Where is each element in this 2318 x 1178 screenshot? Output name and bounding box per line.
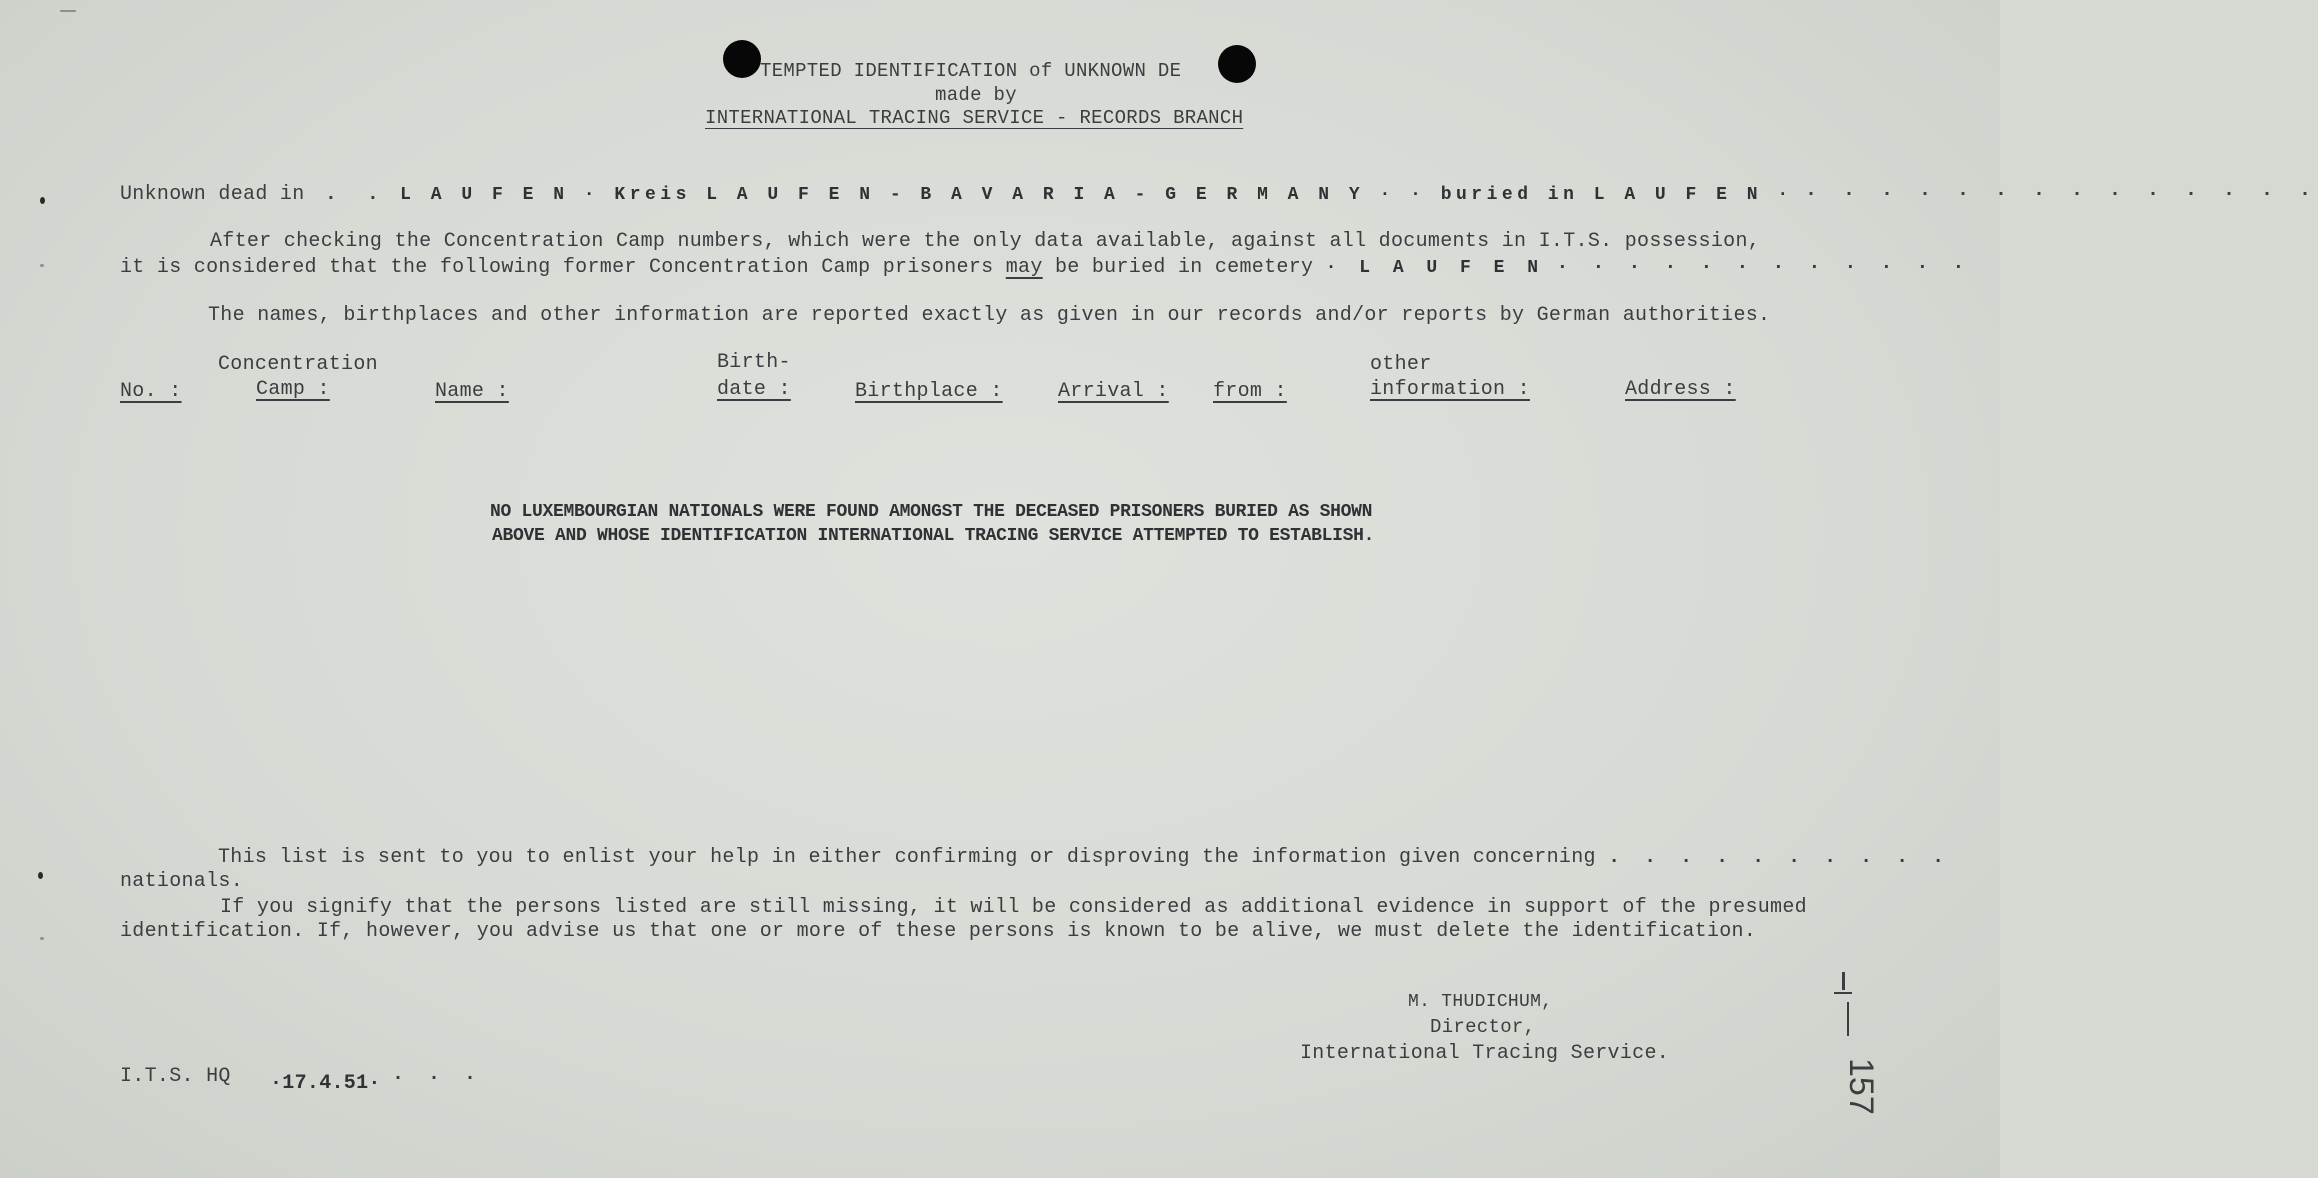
margin-tick	[1834, 992, 1852, 994]
paragraph-checking-line2	[120, 256, 1970, 279]
column-birthdate: date :	[717, 378, 791, 401]
footer-dots: · · ·	[392, 1067, 483, 1090]
column-birthplace: Birthplace :	[855, 380, 1003, 403]
signature-organization: International Tracing Service.	[1300, 1042, 1670, 1065]
line2-text-before: it is considered that the following former Concentration Camp prisoners	[120, 256, 1006, 279]
column-arrival: Arrival :	[1058, 380, 1169, 403]
margin-tick	[1842, 972, 1845, 990]
signature-name: M. THUDICHUM,	[1408, 992, 1553, 1012]
records-branch-heading: INTERNATIONAL TRACING SERVICE - RECORDS BRANCH	[705, 107, 1244, 129]
document-title: TEMPTED IDENTIFICATION of UNKNOWN DE	[760, 60, 1182, 82]
line2-text-after: be buried in cemetery	[1042, 256, 1314, 279]
column-address: Address :	[1625, 378, 1736, 401]
burial-location: L A U F E N · Kreis L A U F E N - B A V A R I A - G E R M A N Y · · buried in L A U F E N ·	[400, 185, 1793, 205]
closing-line1	[218, 846, 1950, 869]
trail-dots: · · · · · · · · · · · · · ·	[1804, 183, 2318, 206]
column-name: Name :	[435, 380, 509, 403]
made-by-line: made by	[935, 84, 1017, 106]
footer-hq: I.T.S. HQ	[120, 1065, 231, 1088]
closing-text: This list is sent to you to enlist your help in either confirming or disproving the information given concerning	[218, 846, 1596, 869]
closing-dots: . . . . . . . . . .	[1608, 846, 1951, 869]
closing-line2: nationals.	[120, 870, 244, 893]
margin-tick	[1847, 1002, 1849, 1036]
margin-speck	[40, 197, 45, 204]
notice-line2: ABOVE AND WHOSE IDENTIFICATION INTERNATIONAL TRACING SERVICE ATTEMPTED TO ESTABLISH.	[492, 526, 1375, 546]
column-camp: Camp :	[256, 378, 330, 401]
closing-line3: If you signify that the persons listed are still missing, it will be considered as additional evidence in support of the presumed	[220, 896, 1807, 919]
notice-line1: NO LUXEMBOURGIAN NATIONALS WERE FOUND AMONGST THE DECEASED PRISONERS BURIED AS SHOWN	[490, 502, 1373, 522]
column-other-top: other	[1370, 353, 1432, 376]
page-number: 157	[1842, 1058, 1880, 1115]
footer-date: ·17.4.51·	[270, 1072, 381, 1095]
punch-hole-left	[723, 40, 761, 78]
column-no: No. :	[120, 380, 182, 403]
lead-dots: . .	[324, 183, 388, 206]
margin-speck	[38, 872, 43, 879]
column-other-information: information :	[1370, 378, 1530, 401]
signature-title: Director,	[1430, 1016, 1536, 1038]
margin-speck	[40, 937, 44, 940]
column-birth-top: Birth-	[717, 351, 791, 374]
paragraph-checking-line1: After checking the Concentration Camp numbers, which were the only data available, against all documents in I.T.S. possession,	[210, 230, 1761, 253]
unknown-dead-text: Unknown dead in	[120, 183, 305, 206]
cemetery-trail-dots: · · · · · · · · · · · ·	[1556, 256, 1971, 279]
closing-line4: identification. If, however, you advise us that one or more of these persons is known to be alive, we must delete the identification.	[120, 920, 1757, 943]
unknown-dead-label	[120, 183, 2318, 206]
margin-speck	[60, 10, 76, 12]
column-from: from :	[1213, 380, 1287, 403]
punch-hole-right	[1218, 45, 1256, 83]
cemetery-name: · L A U F E N	[1325, 258, 1545, 278]
column-camp-top: Concentration	[218, 353, 378, 376]
may-underlined: may	[1005, 256, 1043, 279]
paragraph-names-note: The names, birthplaces and other information are reported exactly as given in our records and/or reports by German authorities.	[208, 304, 1771, 327]
margin-speck	[40, 264, 44, 267]
